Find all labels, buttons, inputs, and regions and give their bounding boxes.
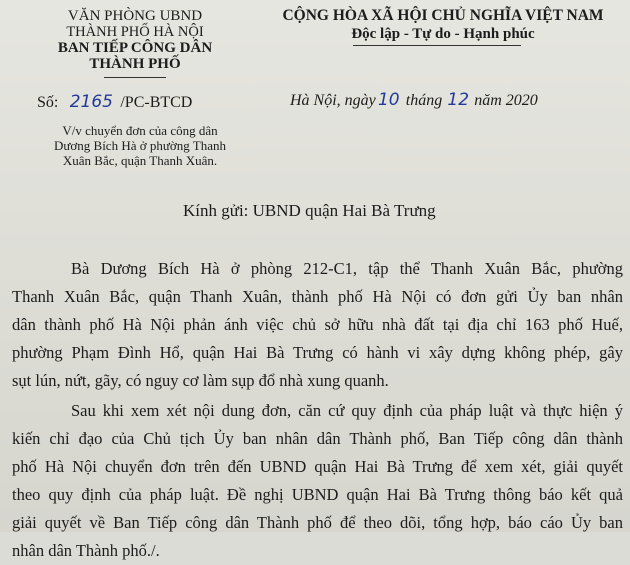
paragraph-2-line-6: nhân dân Thành phố./. xyxy=(12,541,160,560)
subject-block xyxy=(20,123,260,168)
month-label: tháng xyxy=(405,92,443,109)
handwritten-month: 12 xyxy=(447,90,470,110)
paragraph-2-line-3: phố Hà Nội chuyển đơn trên đến UBND quận Hai Bà Trưng để xem xét, giải quyết xyxy=(12,457,623,476)
agency-line-2: THÀNH PHỐ HÀ NỘI xyxy=(66,24,204,40)
year-label: năm 2020 xyxy=(474,92,538,109)
document-date xyxy=(290,90,538,110)
number-suffix: /PC-BTCD xyxy=(120,94,193,111)
paragraph-1-line-3: dân thành phố Hà Nội phản ánh việc chủ sở hữu nhà đất tại địa chỉ 163 phố Huế, xyxy=(12,315,623,334)
paragraph-1-line-2: Thanh Xuân Bắc, quận Thanh Xuân, thành phố Hà Nội có đơn gửi Ủy ban nhân xyxy=(12,287,623,306)
paragraph-2-line-1: Sau khi xem xét nội dung đơn, căn cứ quy định của pháp luật và thực hiện ý xyxy=(71,401,623,420)
right-header xyxy=(268,8,618,42)
paragraph-1-line-1: Bà Dương Bích Hà ở phòng 212-C1, tập thể Thanh Xuân Bắc, phường xyxy=(71,259,623,278)
handwritten-number: 2165 xyxy=(69,92,113,112)
paragraph-1-line-4: phường Phạm Đình Hổ, quận Hai Bà Trưng có hành vi xây dựng không phép, gây xyxy=(12,343,623,362)
paragraph-2-line-5: giải quyết về Ban Tiếp công dân Thành phố để theo dõi, tổng hợp, báo cáo Ủy ban xyxy=(12,513,623,532)
date-prefix: Hà Nội, ngày xyxy=(290,92,376,109)
number-label: Số: xyxy=(37,94,59,111)
handwritten-day: 10 xyxy=(377,90,400,110)
left-header-underline xyxy=(104,77,166,78)
subject-line-3: Xuân Bắc, quận Thanh Xuân. xyxy=(62,153,218,168)
paragraph-2-line-2: kiến chỉ đạo của Chủ tịch Ủy ban nhân dân Thành phố, Ban Tiếp công dân thành xyxy=(12,429,623,448)
paragraph-2-line-4: theo quy định của pháp luật. Đề nghị UBND quận Hai Bà Trưng thông báo kết quả xyxy=(12,485,623,504)
agency-line-1: VĂN PHÒNG UBND xyxy=(67,8,203,24)
left-header xyxy=(30,8,240,72)
subject-line-1: V/v chuyển đơn của công dân xyxy=(62,123,218,138)
agency-line-3: BAN TIẾP CÔNG DÂN xyxy=(57,40,213,56)
national-title: CỘNG HÒA XÃ HỘI CHỦ NGHĨA VIỆT NAM xyxy=(282,7,604,24)
national-motto: Độc lập - Tự do - Hạnh phúc xyxy=(351,26,535,42)
greeting: Kính gửi: UBND quận Hai Bà Trưng xyxy=(183,201,436,220)
agency-line-4: THÀNH PHỐ xyxy=(89,56,181,72)
document-number xyxy=(37,92,192,112)
subject-line-2: Dương Bích Hà ở phường Thanh xyxy=(53,138,227,153)
paragraph-1-line-5: sụt lún, nứt, gãy, có nguy cơ làm sụp đổ nhà xung quanh. xyxy=(12,371,389,390)
motto-underline xyxy=(353,45,521,46)
